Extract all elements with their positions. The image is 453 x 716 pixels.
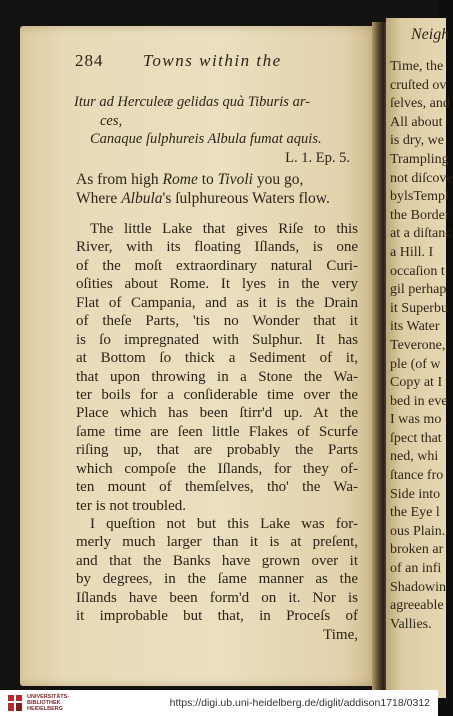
- text-line: I was mo: [390, 412, 442, 428]
- text-line: ous Plain.: [390, 523, 446, 539]
- body-line: of theſe Parts, 'tis no Wonder that it: [76, 313, 358, 330]
- body-line: Iſlands have been form'd on it. Nor is: [76, 589, 358, 606]
- text-line: ned, whi: [390, 449, 439, 465]
- text-line: ple (of w: [390, 356, 441, 372]
- text-line: agreeable: [390, 598, 444, 614]
- text-line: its Water: [390, 319, 440, 335]
- text-span: you go,: [252, 171, 304, 188]
- right-page: [386, 18, 453, 698]
- body-line: that upon throwing in a Stone the Wa-: [76, 368, 358, 385]
- body-line: The little Lake that gives Riſe to this: [90, 221, 358, 237]
- text-line: occaſion t: [390, 263, 445, 279]
- body-line: Place which has been ſtirr'd up. At the: [76, 405, 358, 422]
- body-line: and that the Banks have grown over it: [76, 552, 358, 569]
- text-line: is dry, we: [390, 133, 444, 149]
- text-span: to: [197, 171, 218, 188]
- text-line: a Hill. I: [390, 244, 434, 260]
- body-line: of the moſt extraordinary natural Curi-: [76, 257, 358, 274]
- body-line: it improbable but that, in Proceſs of: [76, 608, 358, 625]
- library-name-line: BIBLIOTHEK: [27, 700, 61, 706]
- body-line: Flat of Campania, and as it is the Drain: [76, 294, 358, 311]
- text-line: ſtance fro: [390, 468, 444, 484]
- page-number: 284: [75, 51, 104, 70]
- body-line: ten mount of themſelves, tho' the Wa-: [76, 479, 358, 496]
- text-line: of an infi: [390, 561, 442, 577]
- text-line: not diſcove: [390, 170, 453, 186]
- body-line: River, with its floating Iſlands, is one: [76, 239, 358, 256]
- facing-page-text: [390, 58, 453, 634]
- library-name-line: HEIDELBERG: [27, 706, 64, 712]
- library-logo-icon: [6, 693, 24, 713]
- facing-running-head: Neigh: [411, 26, 450, 43]
- latin-quotation: [74, 93, 358, 167]
- text-line: All about: [390, 114, 443, 130]
- text-line: cruſted ov: [390, 77, 447, 93]
- text-line: the Eye l: [390, 505, 440, 521]
- quote-line: Canaque ſulphureis Albula fumat aquis.: [90, 131, 322, 147]
- text-line: ſelves, and: [390, 96, 450, 112]
- text-line: at a diſtanc: [390, 226, 452, 242]
- place-name: Rome: [162, 171, 198, 188]
- body-line: ſame time are ſeen little Flakes of Scurfe: [76, 423, 358, 440]
- text-line: Time, the: [390, 59, 444, 74]
- verse-translation: [76, 170, 360, 208]
- text-line: Copy at I: [390, 375, 443, 391]
- text-span: 's ſulphureous Waters flow.: [162, 190, 330, 207]
- page-header: [75, 49, 355, 73]
- text-span: As from high: [76, 171, 163, 188]
- text-line: Vallies.: [390, 616, 432, 632]
- body-line: at Bottom ſo thick a Sediment of it,: [76, 350, 358, 367]
- source-url-link[interactable]: https://digi.ub.uni-heidelberg.de/diglit/addison1718/0312: [169, 697, 430, 709]
- text-line: bed in eve: [390, 393, 448, 409]
- body-line: by degrees, in the ſame manner as the: [76, 571, 358, 588]
- text-line: broken ar: [390, 542, 444, 558]
- text-span: Where: [76, 190, 122, 207]
- text-line: Teverone,: [390, 337, 446, 353]
- body-line: merly much larger than it is at preſent,: [76, 534, 358, 551]
- catchword: Time,: [323, 626, 358, 643]
- library-name-line: UNIVERSITÄTS-: [27, 694, 70, 700]
- quote-line: ces,: [100, 112, 123, 129]
- library-name: [27, 694, 69, 712]
- body-line: ter is not troubled.: [76, 497, 186, 514]
- running-head: Towns within the: [143, 51, 282, 70]
- body-line: ter boils for a conſiderable time over the: [76, 386, 358, 403]
- text-line: ſpect that: [390, 430, 442, 446]
- text-line: gil perhap: [390, 282, 447, 298]
- text-line: Trampling: [390, 151, 449, 167]
- text-line: the Border: [390, 207, 450, 223]
- place-name: Albula: [121, 190, 163, 207]
- text-line: Side into: [390, 486, 441, 502]
- quote-citation: L. 1. Ep. 5.: [285, 149, 350, 166]
- text-line: Shadowin: [390, 579, 446, 595]
- body-text: [76, 220, 358, 644]
- quote-line: Itur ad Herculeæ gelidas quà Tiburis ar-: [74, 94, 311, 110]
- body-line: oſities about Rome. It lyes in the very: [76, 276, 358, 293]
- body-line: I queſtion not but this Lake was for-: [90, 516, 358, 532]
- body-line: riſing up, that are probably the Parts: [76, 442, 358, 459]
- body-line: which compoſe the Iſlands, for they of-: [76, 460, 358, 477]
- body-line: is ſo impregnated with Sulphur. It has: [76, 331, 358, 348]
- translation-line: [76, 170, 360, 189]
- viewer-footer: [0, 690, 438, 716]
- text-line: bylsTempl: [390, 189, 449, 205]
- text-line: it Superbu: [390, 300, 448, 316]
- place-name: Tivoli: [217, 171, 253, 188]
- translation-line: [76, 189, 360, 208]
